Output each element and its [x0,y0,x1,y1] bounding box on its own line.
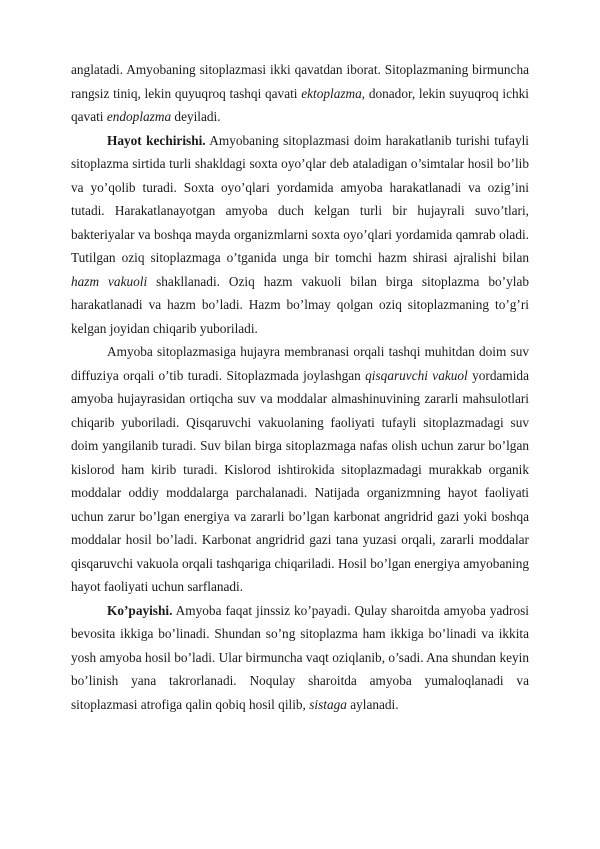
term-sistaga: sistaga [309,696,347,712]
term-endoplazma: endoplazma [106,109,172,124]
text-run: shakllanadi. Oziq hazm vakuoli bilan birga sitoplazma bo’ylab harakatlanadi va hazm bo’ladi. Hazm bo’lmay qolgan oziq sitoplazmaning to’g’ri kelgan joyidan chiqarib yuboriladi. [71,273,529,336]
term-hazm-vakuoli: hazm vakuoli [71,273,148,289]
text-run: deyiladi. [171,109,221,124]
paragraph-kopayishi [71,599,529,717]
text-run: Amyoba sitoplazmasiga hujayra membranasi orqali tashqi muhitdan doim suv diffuziya orqali o’tib turadi. Sitoplazmada joylashgan [71,344,529,383]
text-run: Amyoba faqat jinssiz ko’payadi. Qulay sharoitda amyoba yadrosi bevosita ikkiga bo’linadi. Shundan so’ng sitoplazma ham ikkiga bo’linadi va ikkita yosh amyoba hosil bo’ladi. Ular birmuncha vaqt oziqlanib, o’sadi. Ana shundan keyin bo’linish yana takrorlanadi. Noqulay sharoitda amyoba yumaloqlanadi va sitoplazmasi atrofiga qalin qobiq hosil qilib, [71,602,529,712]
term-ektoplazma: ektoplazma [301,85,362,101]
section-heading-kopayishi: Ko’payishi. [107,602,173,618]
paragraph-qisqaruvchi-vakuol [71,340,529,599]
term-qisqaruvchi-vakuol: qisqaruvchi vakuol [365,367,468,383]
text-run: , donador, lekin suyuqroq ichki qavati [71,85,529,124]
text-run: aylanadi. [346,696,399,712]
paragraph-continuation [71,58,529,129]
text-run: Amyobaning sitoplazmasi doim harakatlanib turishi tufayli sitoplazma sirtida turli shakldagi soxta oyo’qlar deb ataladigan o’simtalar hosil bo’lib va yo’qolib turadi. Soxta oyo’qlari yordamida amyoba harakatlanadi va ozig’ini tutadi. Harakatlanayotgan amyoba duch kelgan turli bir hujayrali suvo’tlari, bakteriyalar va boshqa mayda organizmlarni soxta oyo’qlari yordamida qamrab oladi. Tutilgan oziq sitoplazmaga o’tganida unga bir tomchi hazm shirasi ajralishi bilan [71,132,529,265]
paragraph-hayot-kechirishi [71,129,529,341]
text-run: yordamida amyoba hujayrasidan ortiqcha suv va moddalar almashinuvining zararli mahsulotlari chiqarib yuboriladi. Qisqaruvchi vakuolaning faoliyati tufayli sitoplazmadagi suv doim yangilanib turadi. Suv bilan birga sitoplazmaga nafas olish uchun zarur bo’lgan kislorod ham kirib turadi. Kislorod ishtirokida sitoplazmadagi murakkab organik moddalar oddiy moddalarga parchalanadi. Natijada organizmning hayot faoliyati uchun zarur bo’lgan energiya va zararli bo’lgan karbonat angridrid gazi yoki boshqa moddalar hosil bo’ladi. Karbonat angridrid gazi tana yuzasi orqali, zararli moddalar qisqaruvchi vakuola orqali tashqariga chiqariladi. Hosil bo’lgan energiya amyobaning hayot faoliyati uchun sarflanadi. [71,367,529,594]
text-run: anglatadi. Amyobaning sitoplazmasi ikki qavatdan iborat. Sitoplazmaning birmuncha rangsiz tiniq, lekin quyuqroq tashqi qavati [71,62,529,101]
section-heading-hayot-kechirishi: Hayot kechirishi. [107,132,206,148]
